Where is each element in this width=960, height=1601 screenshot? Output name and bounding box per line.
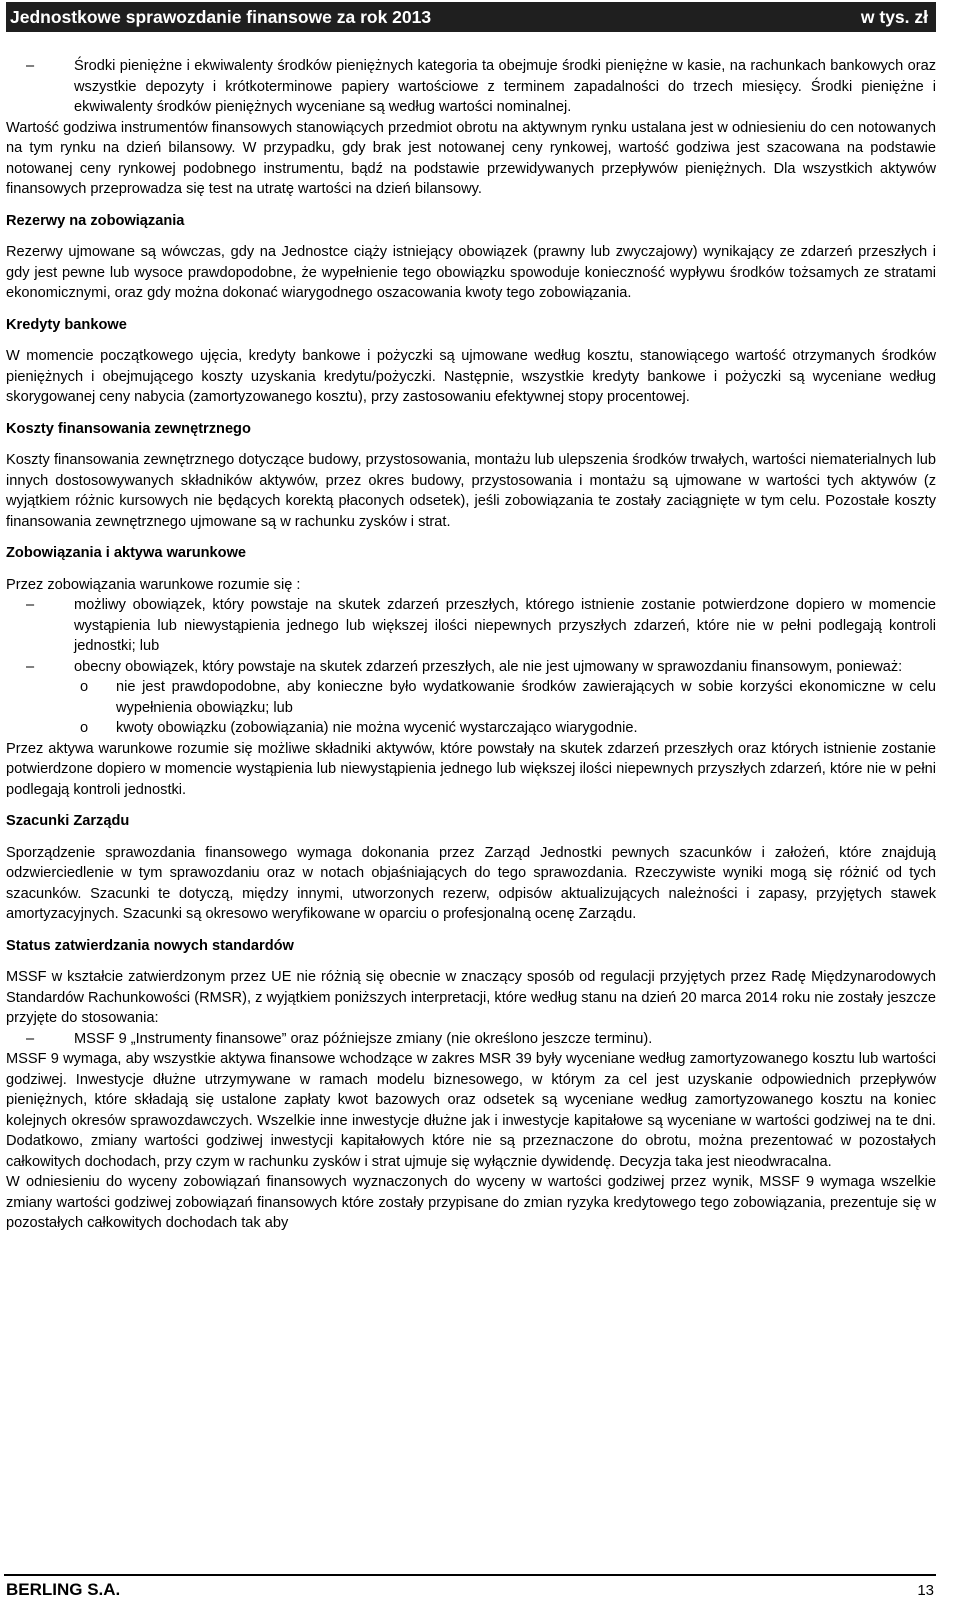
list-item-text: Środki pieniężne i ekwiwalenty środków pieniężnych kategoria ta obejmuje środki pieniężne w kasie, na rachunkach bankowych oraz wszystkie depozyty i krótkoterminowe papiery wartościowe z terminem zapadalności do trzech miesięcy. Środki pieniężne i ekwiwalenty środków pieniężnych wyceniane są według wartości nominalnej. [74,58,936,115]
circle-bullet: o [80,679,89,695]
sub-list-item [6,677,936,718]
section-heading: Rezerwy na zobowiązania [6,212,185,229]
section-heading: Koszty finansowania zewnętrznego [6,420,251,437]
footer-divider [4,1574,936,1576]
section-heading: Szacunki Zarządu [6,813,130,829]
spacer [6,304,936,315]
page-number: 13 [917,1582,934,1599]
header-unit: w tys. zł [860,7,928,27]
document-body [6,56,936,1234]
header-title: Jednostkowe sprawozdanie finansowe za rok 2013 [10,7,432,27]
paragraph: W odniesieniu do wyceny zobowiązań finansowych wyznaczonych do wyceny w wartości godziwej przez wynik, MSSF 9 wymaga wszelkie zmiany wartości godziwej zobowiązań finansowych które zostały przypisane do zmian ryzyka kredytowego tego zobowiązania, prezentuje się w pozostałych całkowitych dochodach tak aby [6,1174,936,1231]
spacer [6,956,936,967]
paragraph: W momencie początkowego ujęcia, kredyty bankowe i pożyczki są ujmowane według kosztu, stanowiącego wartość otrzymanych środków pieniężnych i obejmującego koszty uzyskania kredytu/pożyczki. Następnie, wszystkie kredyty bankowe i pożyczki są wyceniane według skorygowanej ceny nabycia (zamortyzowanego kosztu), przy zastosowaniu efektywnej stopy procentowej. [6,348,936,405]
spacer [6,800,936,811]
dash-list-item [6,56,936,118]
page-footer [4,1574,940,1601]
list-item-text: możliwy obowiązek, który powstaje na skutek zdarzeń przeszłych, którego istnienie zostanie potwierdzone dopiero w momencie wystąpienia lub niewystąpienia jednego lub większej ilości niepewnych przyszłych zdarzeń, które nie w pełni podlegają kontroli jednostki; lub [74,597,936,654]
spacer [6,564,936,575]
spacer [6,231,936,242]
spacer [6,408,936,419]
list-item-text: kwoty obowiązku (zobowiązania) nie można wycenić wystarczająco wiarygodnie. [116,720,638,736]
page-header [6,2,936,32]
list-item-text: MSSF 9 „Instrumenty finansowe” oraz późniejsze zmiany (nie określono jeszcze terminu). [74,1030,653,1047]
list-item-text: nie jest prawdopodobne, aby konieczne było wydatkowanie środków zawierających w sobie korzyści ekonomiczne w celu wypełnienia obowiązku; lub [116,679,936,716]
dash-list-item [6,595,936,657]
paragraph: MSSF 9 wymaga, aby wszystkie aktywa finansowe wchodzące w zakres MSR 39 były wyceniane według zamortyzowanego kosztu lub wartości godziwej. Inwestycje dłużne utrzymywane w ramach modelu biznesowego, w którym za cel jest uzyskanie odpowiednich przepływów pieniężnych, które składają się ustalone zapłaty kwot bazowych oraz odsetek są wyceniane według zamortyzowanego kosztu na koniec kolejnych okresów sprawozdawczych. Wszelkie inne inwestycje dłużne jak i inwestycje kapitałowe są wyceniane w wartości godziwej na te dni. Dodatkowo, zmiany wartości godziwej inwestycji kapitałowych które nie są przeznaczone do obrotu, można prezentować w pozostałych całkowitych dochodach, przy czym w rachunku zysków i strat ujmuje się wyłącznie dywidendę. Decyzja taka jest nieodwracalna. [6,1051,936,1170]
dash-bullet: – [26,597,35,613]
paragraph: Przez aktywa warunkowe rozumie się możliwe składniki aktywów, które powstały na skutek zdarzeń przeszłych oraz których istnienie zostanie potwierdzone dopiero w momencie wystąpienia lub niewystąpienia jednego lub większej ilości niepewnych przyszłych zdarzeń, które nie w pełni podlegają kontroli jednostki. [6,740,936,798]
spacer [6,532,936,543]
section-heading: Zobowiązania i aktywa warunkowe [6,545,247,561]
spacer [6,832,936,843]
paragraph: MSSF w kształcie zatwierdzonym przez UE nie różnią się obecnie w znaczący sposób od regulacji przyjętych przez Radę Międzynarodowych Standardów Rachunkowości (RMSR), z wyjątkiem poniższych interpretacji, które według stanu na dzień 20 marca 2014 roku nie zostały jeszcze przyjęte do stosowania: [6,969,936,1026]
spacer [6,335,936,346]
dash-bullet: – [26,658,35,675]
sub-list-item [6,718,936,739]
spacer [6,200,936,211]
paragraph: Sporządzenie sprawozdania finansowego wymaga dokonania przez Zarząd Jednostki pewnych szacunków i założeń, które znajdują odzwierciedlenie w tym sprawozdaniu oraz w notach objaśniających do tego sprawozdania. Rzeczywiste wyniki mogą się różnić od tych szacunków. Szacunki te dotyczą, między innymi, utworzonych rezerw, odpisów aktualizujących należności i zapasy, przyjętych stawek amortyzacyjnych. Szacunki są okresowo weryfikowane w oparciu o profesjonalną ocenę Zarządu. [6,844,936,922]
spacer [6,439,936,450]
dash-bullet: – [26,1030,35,1047]
dash-bullet: – [26,58,35,74]
dash-list-item [6,657,936,678]
spacer [6,925,936,936]
section-heading: Status zatwierdzania nowych standardów [6,937,294,954]
paragraph: Koszty finansowania zewnętrznego dotyczące budowy, przystosowania, montażu lub ulepszenia środków trwałych, wartości niematerialnych lub innych dostosowywanych składników aktywów, przez okres budowy, przystosowania i montażu są ujmowane w wartości tych aktywów (z wyjątkiem różnic kursowych nie będących korektą płaconych odsetek), jeśli zobowiązania te zostały zaciągnięte w tym celu. Pozostałe koszty finansowania zewnętrznego ujmowane są w rachunku zysków i strat. [6,452,936,530]
section-heading: Kredyty bankowe [6,316,127,333]
paragraph: Rezerwy ujmowane są wówczas, gdy na Jednostce ciąży istniejący obowiązek (prawny lub zwyczajowy) wynikający ze zdarzeń przeszłych i gdy jest pewne lub wysoce prawdopodobne, że wypełnienie tego obowiązku spowoduje konieczność wypływu środków tożsamych ze stratami ekonomicznymi, oraz gdy można dokonać wiarygodnego oszacowania kwoty tego zobowiązania. [6,244,936,301]
paragraph: Przez zobowiązania warunkowe rozumie się : [6,576,301,593]
dash-list-item [6,1029,936,1050]
paragraph: Wartość godziwa instrumentów finansowych stanowiących przedmiot obrotu na aktywnym rynku ustalana jest w odniesieniu do cen notowanych na tym rynku na dzień bilansowy. W przypadku, gdy brak jest notowanej ceny rynkowej, wartość godziwa jest szacowana na podstawie notowanej ceny rynkowej podobnego instrumentu, bądź na podstawie przewidywanych przepływów pieniężnych. Dla wszystkich aktywów finansowych przeprowadza się test na utratę wartości na dzień bilansowy. [6,119,936,197]
footer-company: BERLING S.A. [6,1580,121,1599]
circle-bullet: o [80,720,89,736]
list-item-text: obecny obowiązek, który powstaje na skutek zdarzeń przeszłych, ale nie jest ujmowany w sprawozdaniu finansowym, ponieważ: [74,658,903,675]
